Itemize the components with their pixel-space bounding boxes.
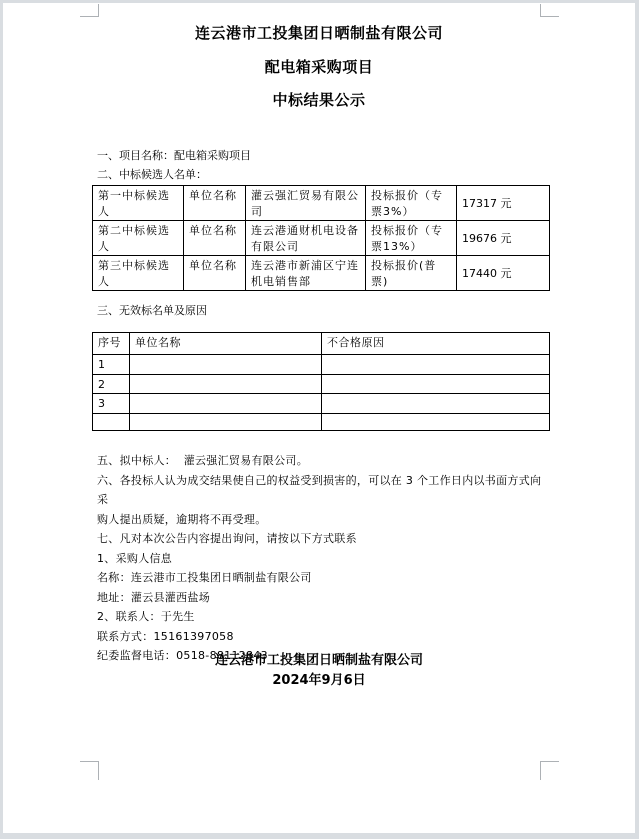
table-cell: 19676 元 — [457, 221, 550, 256]
document-title-project: 配电箱采购项目 — [264, 58, 374, 76]
table-cell — [93, 413, 130, 430]
document-title-announcement: 中标结果公示 — [272, 91, 366, 109]
table-cell — [130, 374, 322, 394]
body-line-contact-person: 2、联系人：于先生 — [97, 610, 195, 623]
candidates-table — [92, 185, 550, 291]
table-cell: 单位名称 — [184, 256, 246, 291]
table-cell: 投标报价（专票13%） — [366, 221, 457, 256]
table-cell — [322, 413, 550, 430]
margin-crop-mark-top-right — [540, 4, 559, 17]
body-line-proposed-winner: 五、拟中标人： 灌云强汇贸易有限公司。 — [97, 454, 308, 467]
section-project-name: 一、项目名称：配电箱采购项目 — [97, 149, 251, 162]
body-line-purchaser-address: 地址：灌云县灌西盐场 — [97, 590, 210, 604]
margin-crop-mark-top-left — [80, 4, 99, 17]
table-row — [93, 221, 550, 256]
signature-block — [3, 651, 635, 690]
table-cell: 第一中标候选人 — [93, 186, 184, 221]
table-cell: 投标报价（专票3%） — [366, 186, 457, 221]
table-cell: 第三中标候选人 — [93, 256, 184, 291]
table-row — [93, 374, 550, 394]
table-cell: 第二中标候选人 — [93, 221, 184, 256]
body-line-objection-1: 六、各投标人认为成交结果使自己的权益受到损害的，可以在 3 个工作日内以书面方式向采 — [97, 473, 542, 506]
table-cell — [130, 355, 322, 375]
table-cell — [322, 355, 550, 375]
body-line-supervision-phone: 纪委监督电话：0518-88112843 — [97, 649, 268, 662]
table-row — [93, 256, 550, 291]
document-page — [3, 3, 635, 833]
table-cell — [322, 394, 550, 414]
announcement-body — [97, 451, 552, 666]
section-invalid-bids-heading: 三、无效标名单及原因 — [97, 304, 207, 317]
signature-date: 2024年9月6日 — [272, 672, 366, 688]
table-cell: 连云港通财机电设备有限公司 — [246, 221, 366, 256]
document-title-company: 连云港市工投集团日晒制盐有限公司 — [194, 24, 443, 42]
table-row — [93, 394, 550, 414]
body-line-contact-intro: 七、凡对本次公告内容提出询问，请按以下方式联系 — [97, 532, 357, 545]
table-row — [93, 186, 550, 221]
body-line-objection-2: 购人提出质疑，逾期将不再受理。 — [97, 512, 267, 526]
section-candidates-heading: 二、中标候选人名单： — [97, 168, 207, 181]
margin-crop-mark-bottom-right — [540, 761, 559, 780]
invalid-bids-table — [92, 332, 550, 431]
table-cell: 单位名称 — [184, 186, 246, 221]
table-cell: 1 — [93, 355, 130, 375]
table-header-row — [93, 333, 550, 355]
body-line-contact-phone: 联系方式：15161397058 — [97, 629, 234, 643]
table-row — [93, 355, 550, 375]
table-cell: 17317 元 — [457, 186, 550, 221]
table-cell: 17440 元 — [457, 256, 550, 291]
table-cell: 2 — [93, 374, 130, 394]
table-cell: 连云港市新浦区宁连机电销售部 — [246, 256, 366, 291]
table-cell: 单位名称 — [184, 221, 246, 256]
body-line-purchaser-info: 1、采购人信息 — [97, 551, 173, 565]
table-header-cell: 不合格原因 — [322, 333, 550, 355]
table-cell — [130, 413, 322, 430]
table-cell — [322, 374, 550, 394]
table-header-cell: 单位名称 — [130, 333, 322, 355]
signature-company: 连云港市工投集团日晒制盐有限公司 — [214, 653, 423, 668]
table-cell: 灌云强汇贸易有限公司 — [246, 186, 366, 221]
body-line-purchaser-name: 名称：连云港市工投集团日晒制盐有限公司 — [97, 571, 312, 584]
table-cell: 3 — [93, 394, 130, 414]
table-header-cell: 序号 — [93, 333, 130, 355]
table-cell — [130, 394, 322, 414]
margin-crop-mark-bottom-left — [80, 761, 99, 780]
table-row — [93, 413, 550, 430]
table-cell: 投标报价(普票) — [366, 256, 457, 291]
